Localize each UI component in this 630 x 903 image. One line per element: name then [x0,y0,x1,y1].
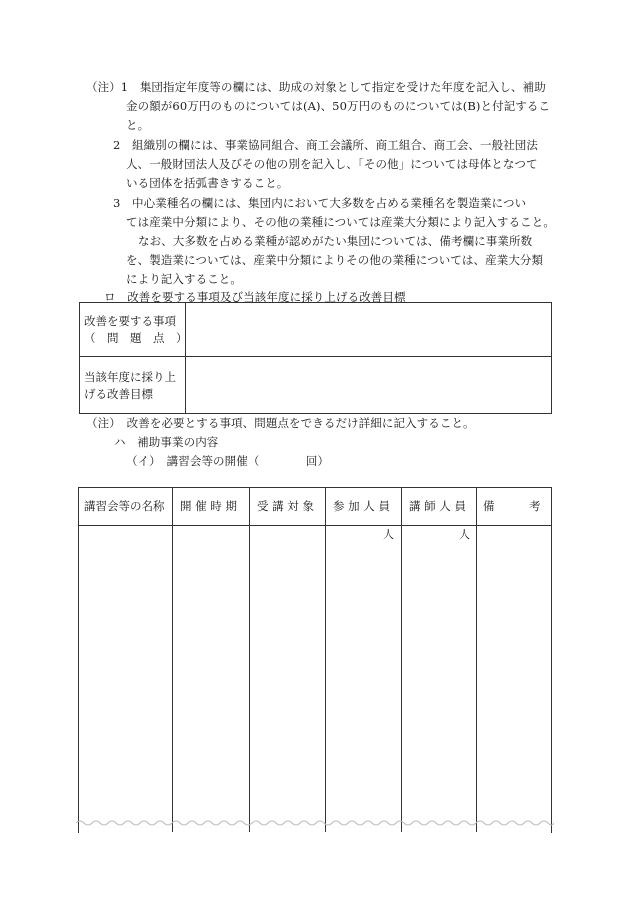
issues-label [84,313,188,347]
header-remarks: 備 考 [483,499,541,513]
issues-label-line-1: 改善を要する事項 [84,314,176,328]
section-ro-note: （注） 改善を必要とする事項、問題点をできるだけ詳細に記入すること。 [86,416,475,430]
note-3-line-4: を、製造業については、産業中分類によりその他の業種については、産業大分類 [126,253,544,267]
seminar-col-divider-1 [172,487,173,832]
note-3-line-5: により記入すること。 [126,272,242,286]
note-1-line-2: 金の額が60万円のものについては(A)、50万円のものについては(B)と付記するこ [126,99,551,113]
seminar-col-divider-2 [249,487,250,832]
note-3-line-2: ては産業中分類により、その他の業種については産業大分類により記入すること。 [126,215,555,229]
seminar-table-header-divider [78,525,551,526]
torn-edge [76,816,554,830]
header-attendee-target: 受 講 対 象 [257,499,314,513]
note-1-line-1: （注）1 集団指定年度等の欄には、助成の対象として指定を受けた年度を記入し、補助 [86,80,546,94]
target-label-line-2: げる改善目標 [84,387,153,401]
note-2-line-2: 人、一般財団法人及びその他の別を記入し、「その他」については母体となつて [126,157,538,171]
note-1-line-3: と。 [126,118,150,132]
seminar-table [78,487,552,833]
header-date: 開 催 時 期 [180,499,237,513]
header-seminar-name: 講習会等の名称 [84,499,165,513]
note-3-line-3: なお、大多数を占める業種が認めがたい集団については、備考欄に事業所数 [138,234,533,248]
note-2-line-3: いる団体を括弧書きすること。 [126,176,289,190]
header-lecturers: 講 師 人 員 [409,499,466,513]
issues-label-line-2: （ 問 題 点 ） [84,331,188,345]
lecturers-unit: 人 [459,528,470,541]
section-ha-heading: ハ 補助事業の内容 [114,435,219,449]
target-label-line-1: 当該年度に採り上 [84,370,176,384]
note-2-line-1: 2 組織別の欄には、事業協同組合、商工会議所、商工組合、商工会、一般社団法 [113,138,539,152]
section-ha-subheading: （イ） 講習会等の開催（ 回） [126,454,330,468]
target-label [84,369,176,403]
seminar-col-divider-4 [401,487,402,832]
note-3-line-1: 3 中心業種名の欄には、集団内において大多数を占める業種名を製造業につい [113,196,527,210]
header-participants: 参 加 人 員 [333,499,390,513]
improvement-table-row-divider [79,356,551,357]
seminar-col-divider-3 [325,487,326,832]
section-ro-heading: ロ 改善を要する事項及び当該年度に採り上げる改善目標 [104,290,406,304]
seminar-col-divider-5 [476,487,477,832]
participants-unit: 人 [383,528,394,541]
